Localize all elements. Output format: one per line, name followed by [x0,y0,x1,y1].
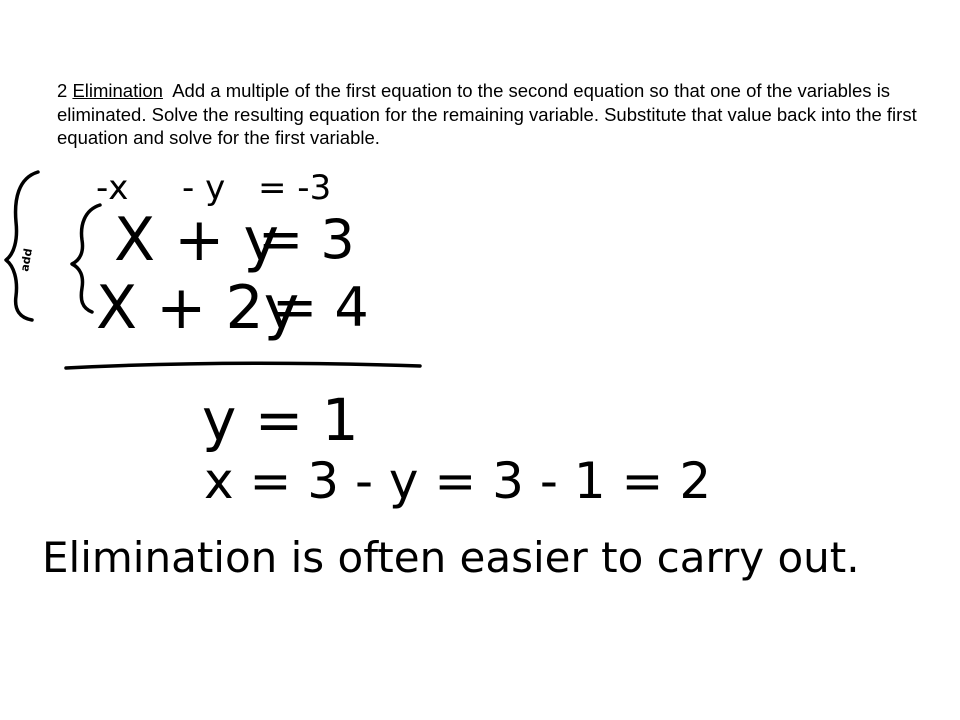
section-heading: Elimination [72,80,163,101]
remark: Elimination is often easier to carry out. [42,533,860,582]
outer-brace [6,172,38,320]
multiplied-term-rhs: = -3 [258,168,332,208]
result-y: y = 1 [202,386,359,454]
equation-2-rhs: = 4 [272,276,369,339]
add-label: add [18,247,35,273]
sum-line [66,363,420,368]
result-x: x = 3 - y = 3 - 1 = 2 [204,452,712,510]
section-number: 2 [57,80,68,101]
multiplied-term-x: -x [96,168,129,208]
equation-2-lhs: X + 2y [96,273,300,343]
equation-1-rhs: = 3 [258,208,355,271]
multiplied-equation [96,168,331,208]
equation-1-lhs: X + y [114,205,280,275]
multiplied-term-y: - y [182,168,226,208]
instruction-text: Add a multiple of the first equation to the second equation so that one of the variables is eliminated. Solve the resulting equation for the remaining variable. Substitute that value back into the first equation and solve for the first variable. [57,80,917,148]
